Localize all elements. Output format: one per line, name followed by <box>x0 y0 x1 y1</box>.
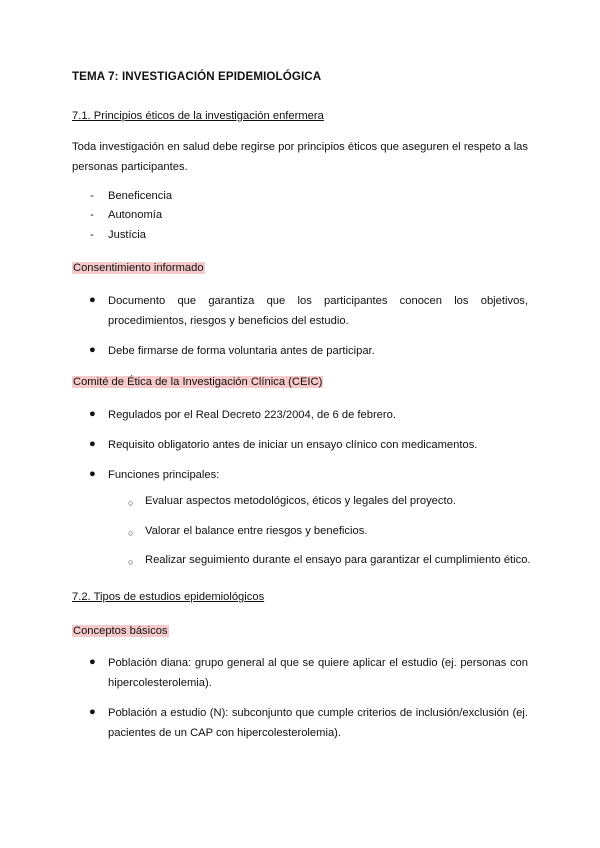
circle-marker: ○ <box>128 528 134 538</box>
ceic-item: Requisito obligatorio antes de iniciar un ensayo clínico con medicamentos. <box>108 439 478 451</box>
principle-label: Beneficencia <box>108 190 173 202</box>
highlighted-heading: Conceptos básicos <box>73 625 168 637</box>
ceic-function: Realizar seguimiento durante el ensayo para garantizar el cumplimiento ético. <box>145 554 531 566</box>
bullet-marker: ● <box>89 408 96 420</box>
principle-label: Autonomía <box>108 209 163 221</box>
ceic-function: Valorar el balance entre riesgos y beneficios. <box>145 525 368 537</box>
bullet-marker: ● <box>89 344 96 356</box>
bullet-marker: ● <box>89 294 96 306</box>
highlighted-heading: Comité de Ética de la Investigación Clínica (CEIC) <box>73 376 323 388</box>
dash-marker: - <box>90 209 94 221</box>
section-heading-7-1: 7.1. Principios éticos de la investigación enfermera <box>72 110 324 122</box>
circle-marker: ○ <box>128 498 134 508</box>
basics-item: Población diana: grupo general al que se quiere aplicar el estudio (ej. personas con hipercolesterolemia). <box>108 657 528 689</box>
basics-heading <box>72 625 169 637</box>
ceic-item: Regulados por el Real Decreto 223/2004, de 6 de febrero. <box>108 409 396 421</box>
bullet-marker: ● <box>89 706 96 718</box>
dash-marker: - <box>90 190 94 202</box>
ceic-function: Evaluar aspectos metodológicos, éticos y legales del proyecto. <box>145 495 456 507</box>
bullet-marker: ● <box>89 656 96 668</box>
bullet-marker: ● <box>89 468 96 480</box>
page-title: TEMA 7: INVESTIGACIÓN EPIDEMIOLÓGICA <box>72 70 322 83</box>
list-item-principle <box>90 190 172 202</box>
highlighted-heading: Consentimiento informado <box>73 262 204 274</box>
list-item-principle <box>90 229 146 241</box>
bullet-marker: ● <box>89 438 96 450</box>
consent-item: Debe firmarse de forma voluntaria antes de participar. <box>108 345 375 357</box>
consent-item: Documento que garantiza que los participantes conocen los objetivos, procedimientos, riesgos y beneficios del estudio. <box>108 295 528 327</box>
principle-label: Justícia <box>108 229 146 241</box>
ceic-heading <box>72 376 323 388</box>
list-item-principle <box>90 209 162 221</box>
basics-item: Población a estudio (N): subconjunto que cumple criterios de inclusión/exclusión (ej. pacientes de un CAP con hipercolesterolemia). <box>108 707 528 739</box>
ceic-item: Funciones principales: <box>108 469 220 481</box>
consent-heading <box>72 262 205 274</box>
section-heading-7-2: 7.2. Tipos de estudios epidemiológicos <box>72 591 265 603</box>
circle-marker: ○ <box>128 557 134 567</box>
dash-marker: - <box>90 229 94 241</box>
intro-paragraph: Toda investigación en salud debe regirse por principios éticos que aseguren el respeto a las personas participantes. <box>72 141 528 173</box>
